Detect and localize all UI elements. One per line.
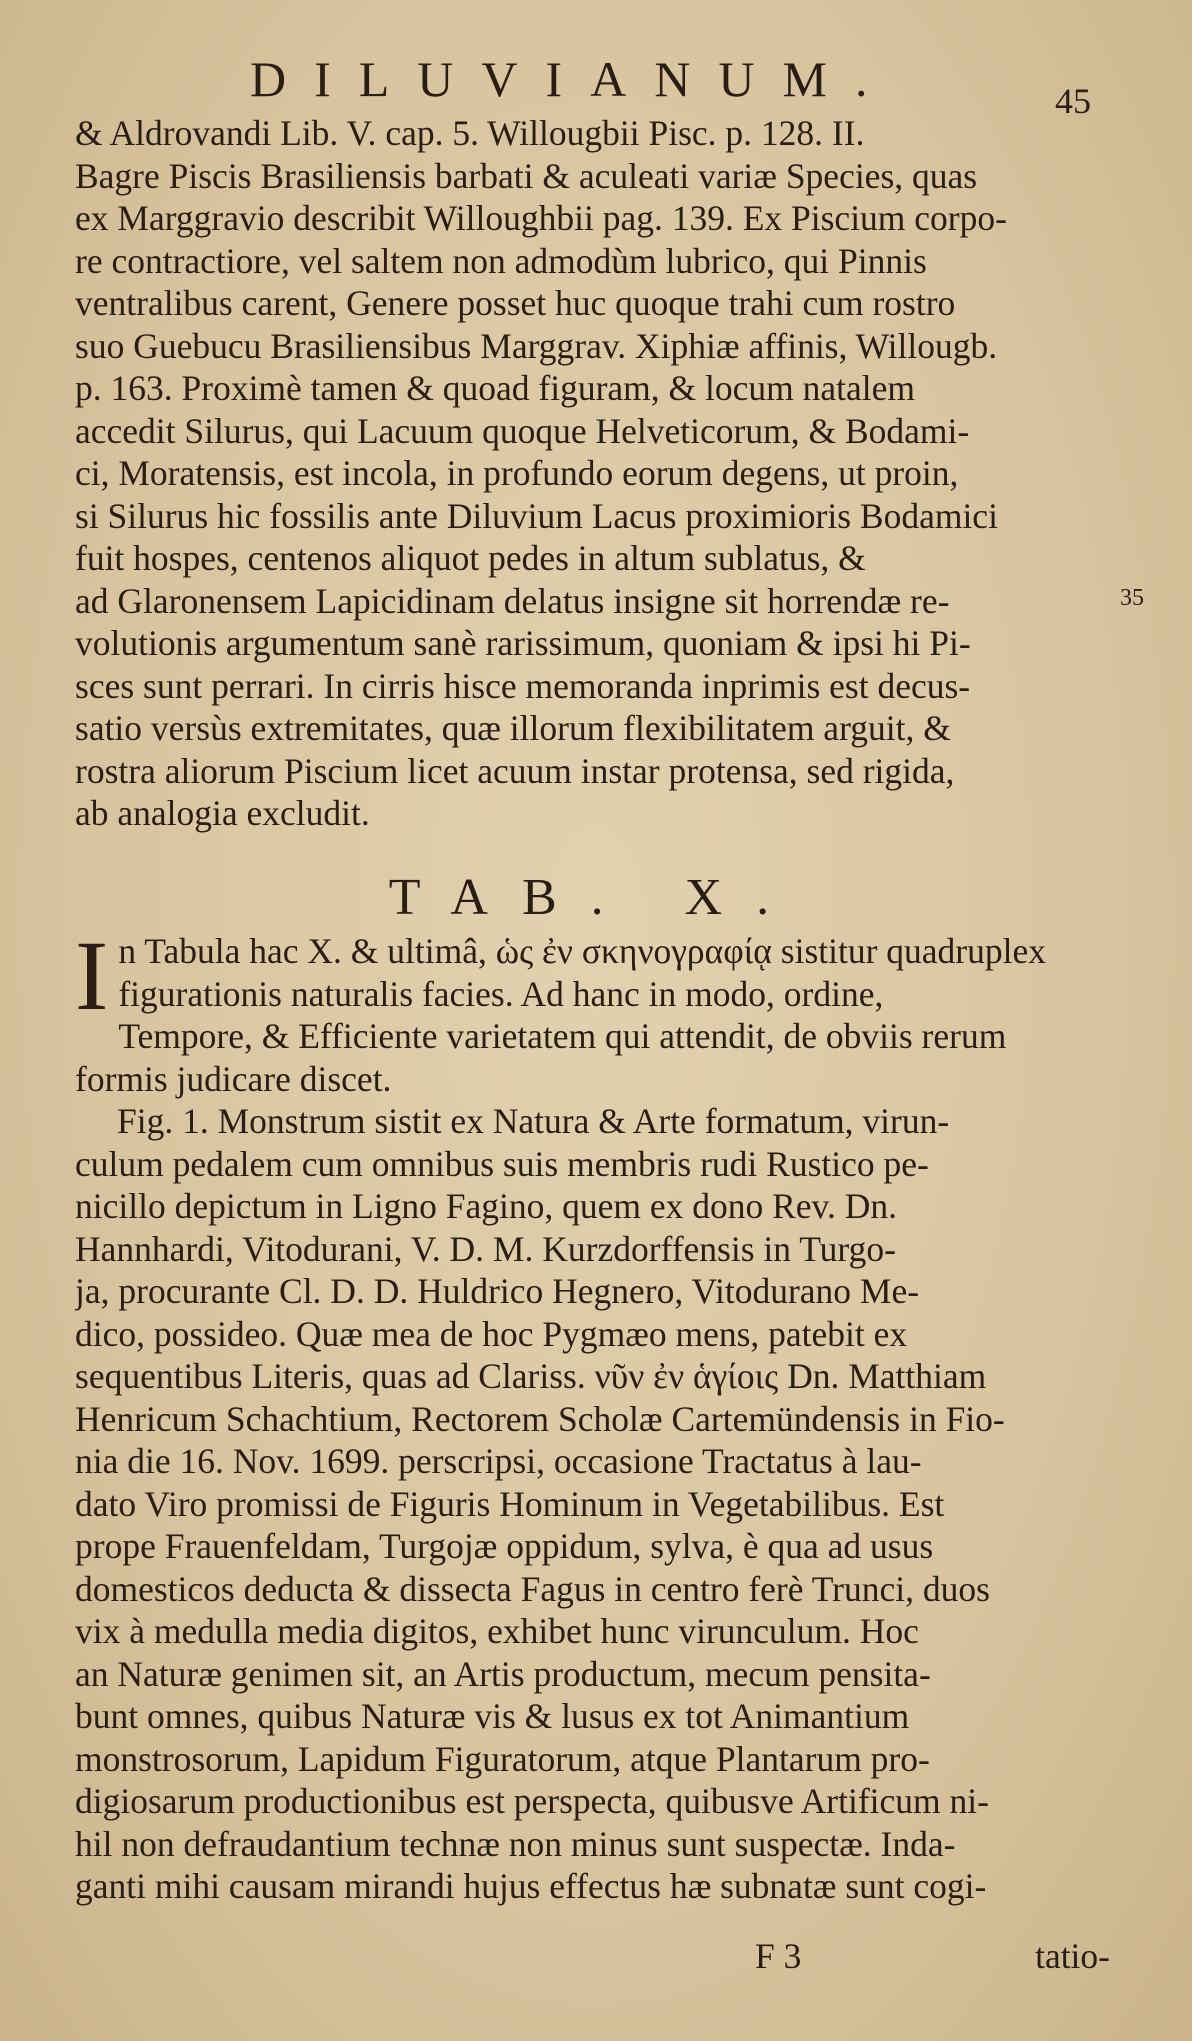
text-line: ci, Moratensis, est incola, in profundo eorum degens, ut proin, [75, 453, 959, 493]
text-line: Hannhardi, Vitodurani, V. D. M. Kurzdorffensis in Turgo- [75, 1228, 896, 1269]
text-line: satio versùs extremitates, quæ illorum flexibilitatem arguit, & [75, 708, 951, 748]
text-line: & Aldrovandi Lib. V. cap. 5. Willougbii Pisc. p. 128. II. [75, 113, 865, 153]
text-line: Fig. 1. Monstrum sistit ex Natura & Arte formatum, virun- [117, 1101, 950, 1141]
text-line: dico, possideo. Quæ mea de hoc Pygmæo mens, patebit ex [75, 1313, 908, 1354]
text-line: domesticos deducta & dissecta Fagus in centro ferè Trunci, duos [75, 1568, 990, 1609]
text-line: Bagre Piscis Brasiliensis barbati & aculeati variæ Species, quas [75, 155, 978, 196]
text-line: Henricum Schachtium, Rectorem Scholæ Cartemündensis in Fio- [75, 1398, 1005, 1439]
text-line: sces sunt perrari. In cirris hisce memoranda inprimis est decus- [75, 665, 971, 706]
text-line: Tempore, & Efficiente varietatem qui attendit, de obviis rerum [118, 1016, 1007, 1056]
text-line: nia die 16. Nov. 1699. perscripsi, occasione Tractatus à lau- [75, 1441, 922, 1481]
section-text [75, 920, 1110, 1908]
text-line: accedit Silurus, qui Lacuum quoque Helveticorum, & Bodami- [75, 410, 970, 451]
text-line: suo Guebucu Brasiliensibus Marggrav. Xiphiæ affinis, Willougb. [75, 325, 998, 366]
text-line: re contractiore, vel saltem non admodùm lubrico, qui Pinnis [75, 240, 927, 281]
text-line: culum pedalem cum omnibus suis membris rudi Rustico pe- [75, 1143, 929, 1184]
signature-mark: F 3 [755, 1936, 802, 1976]
text-line: prope Frauenfeldam, Turgojæ oppidum, sylva, è qua ad usus [75, 1526, 934, 1566]
text-line: hil non defraudantium technæ non minus sunt suspectæ. Inda- [75, 1823, 956, 1864]
running-title: DILUVIANUM. [250, 51, 896, 107]
body-text [75, 112, 1110, 835]
text-line: ex Marggravio describit Willoughbii pag. 139. Ex Piscium corpo- [75, 198, 1007, 238]
text-line: fuit hospes, centenos aliquot pedes in altum sublatus, & [75, 538, 866, 578]
text-line: n Tabula hac X. & ultimâ, ὡς ἐν σκηνογραφίᾳ sistitur quadruplex [118, 931, 1046, 971]
text-line: nicillo depictum in Ligno Fagino, quem ex dono Rev. Dn. [75, 1186, 897, 1226]
text-line: vix à medulla media digitos, exhibet hunc virunculum. Hoc [75, 1611, 919, 1651]
text-line: digiosarum productionibus est perspecta, quibusve Artificum ni- [75, 1781, 989, 1821]
text-line: volutionis argumentum sanè rarissimum, quoniam & ipsi hi Pi- [75, 623, 971, 663]
text-line: ganti mihi causam mirandi hujus effectus hæ subnatæ sunt cogi- [75, 1866, 987, 1906]
drop-cap: I [75, 920, 109, 1031]
text-line: ab analogia excludit. [75, 793, 370, 833]
text-line: figurationis naturalis facies. Ad hanc in modo, ordine, [118, 973, 884, 1014]
section-heading: TAB. X. [388, 869, 804, 926]
text-line: ja, procurante Cl. D. D. Huldrico Hegnero, Vitodurano Me- [75, 1271, 920, 1311]
text-line: an Naturæ genimen sit, an Artis productum, mecum pensita- [75, 1653, 931, 1694]
text-line: monstrosorum, Lapidum Figuratorum, atque Plantarum pro- [75, 1738, 930, 1779]
text-line: sequentibus Literis, quas ad Clariss. νῦν ἐν ἁγίοις Dn. Matthiam [75, 1356, 987, 1396]
text-line: dato Viro promissi de Figuris Hominum in Vegetabilibus. Est [75, 1483, 945, 1524]
margin-line-number: 35 [1120, 585, 1144, 611]
text-line: ventralibus carent, Genere posset huc quoque trahi cum rostro [75, 283, 956, 323]
text-line: formis judicare discet. [75, 1058, 392, 1099]
page-footer [75, 1935, 1110, 1979]
page-number: 45 [1055, 81, 1091, 121]
text-line: si Silurus hic fossilis ante Diluvium Lacus proximioris Bodamici [75, 495, 998, 536]
catchword: tatio- [1035, 1936, 1110, 1976]
text-line: ad Glaronensem Lapicidinam delatus insigne sit horrendæ re- [75, 580, 950, 621]
text-line: bunt omnes, quibus Naturæ vis & lusus ex tot Animantium [75, 1696, 910, 1736]
text-line: p. 163. Proximè tamen & quoad figuram, & locum natalem [75, 368, 915, 408]
text-line: rostra aliorum Piscium licet acuum instar protensa, sed rigida, [75, 750, 955, 791]
